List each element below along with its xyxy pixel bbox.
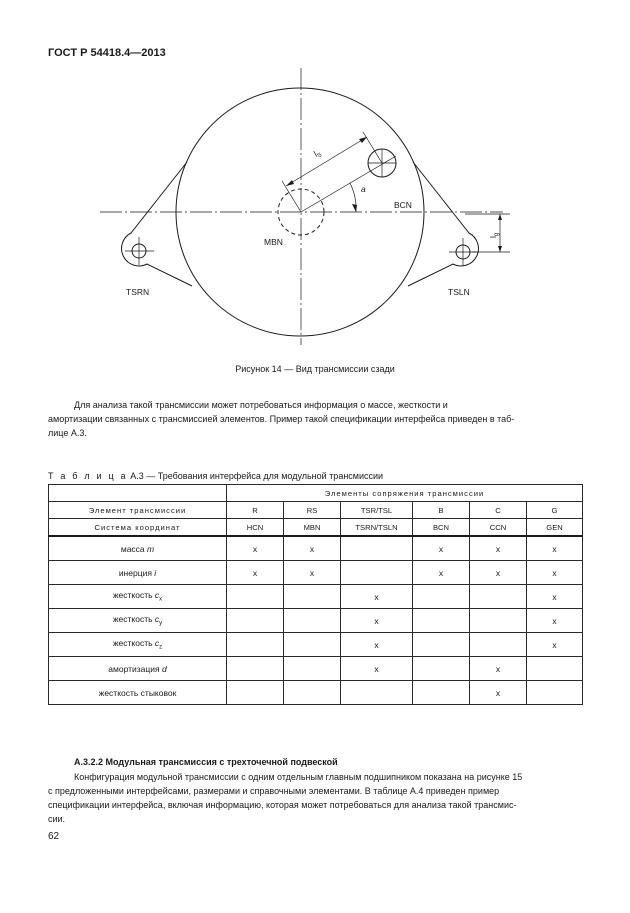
- paragraph-line: Конфигурация модульной трансмиссии с одним отдельным главным подшипником показана на рисунке 15: [74, 772, 523, 782]
- element-cell: R: [227, 502, 284, 519]
- row-label-text: инерция: [118, 567, 155, 578]
- element-cell: C: [470, 502, 527, 519]
- mark-cell: x: [413, 561, 470, 585]
- row-label-cell: [49, 633, 227, 657]
- element-cell: G: [527, 502, 583, 519]
- table-row: [49, 585, 583, 609]
- row-label-text: масса: [120, 543, 148, 554]
- row-label-text: жесткость стыковок: [98, 687, 177, 698]
- coord-cell: TSRN/TSLN: [341, 519, 413, 537]
- mark-cell: x: [527, 561, 583, 585]
- element-label-cell: Элемент трансмиссии: [49, 502, 227, 519]
- svg-text:lS: [312, 147, 323, 160]
- row-label-cell: [49, 681, 227, 705]
- table-group-header-row: [49, 485, 583, 502]
- mark-cell: [227, 657, 284, 681]
- mark-cell: x: [341, 633, 413, 657]
- coord-cell: HCN: [227, 519, 284, 537]
- mark-cell: [284, 633, 341, 657]
- mark-cell: [227, 585, 284, 609]
- right-mount-lug: [408, 162, 478, 286]
- mark-cell: x: [470, 657, 527, 681]
- mark-cell: [470, 609, 527, 633]
- mark-cell: [341, 681, 413, 705]
- row-symbol: i: [154, 567, 157, 578]
- mark-cell: [227, 681, 284, 705]
- bcn-label: BCN: [394, 200, 412, 210]
- mark-cell: x: [227, 536, 284, 561]
- mark-cell: x: [284, 561, 341, 585]
- transmission-rear-view-diagram: [0, 0, 630, 360]
- row-symbol: c: [154, 638, 160, 649]
- table-caption-prefix: Т а б л и ц а: [48, 471, 128, 481]
- row-symbol: m: [147, 543, 155, 554]
- coord-cell: MBN: [284, 519, 341, 537]
- tsrn-label: TSRN: [126, 287, 150, 297]
- mark-cell: [470, 585, 527, 609]
- group-header-cell: Элементы сопряжения трансмиссии: [227, 485, 583, 502]
- mark-cell: [341, 536, 413, 561]
- table-row: [49, 609, 583, 633]
- row-label-cell: [49, 585, 227, 609]
- mark-cell: x: [470, 536, 527, 561]
- mark-cell: x: [527, 609, 583, 633]
- mark-cell: x: [227, 561, 284, 585]
- mark-cell: [284, 681, 341, 705]
- paragraph-section: [48, 770, 582, 826]
- page-number: 62: [48, 831, 60, 842]
- svg-text:lg: [488, 233, 500, 238]
- mark-cell: [413, 657, 470, 681]
- mark-cell: [413, 585, 470, 609]
- document-header: ГОСТ Р 54418.4—2013: [48, 47, 166, 59]
- row-label-cell: [49, 609, 227, 633]
- ls-label: l: [312, 149, 319, 159]
- row-symbol: d: [161, 663, 167, 674]
- table-caption: [48, 471, 383, 481]
- ls-sub-label: S: [316, 152, 324, 160]
- mark-cell: x: [527, 585, 583, 609]
- row-label-cell: [49, 536, 227, 561]
- table-row: [49, 657, 583, 681]
- angle-label: a: [361, 184, 366, 194]
- mark-cell: x: [341, 657, 413, 681]
- mark-cell: x: [284, 536, 341, 561]
- mark-cell: [341, 561, 413, 585]
- paragraph-line: Для анализа такой трансмиссии может потребоваться информация о массе, жесткости и: [74, 400, 448, 410]
- row-symbol-subscript: x: [159, 596, 163, 603]
- mark-cell: [284, 657, 341, 681]
- mark-cell: x: [341, 609, 413, 633]
- paragraph-line: с предложенными интерфейсами, размерами и справочными элементами. В таблице А.4 приведен пример: [48, 786, 500, 796]
- table-caption-text: А.3 — Требования интерфейса для модульной трансмиссии: [130, 471, 384, 481]
- mark-cell: [413, 609, 470, 633]
- figure-caption: Рисунок 14 — Вид трансмиссии сзади: [235, 364, 395, 374]
- table-row: [49, 536, 583, 561]
- mark-cell: [527, 657, 583, 681]
- tsln-label: TSLN: [448, 287, 470, 297]
- coord-label-cell: Система координат: [49, 519, 227, 537]
- row-label-cell: [49, 657, 227, 681]
- paragraph-line: лице А.3.: [48, 428, 87, 438]
- coord-cell: CCN: [470, 519, 527, 537]
- row-symbol-subscript: z: [159, 644, 163, 651]
- left-mount-lug: [122, 162, 192, 286]
- coord-cell: GEN: [527, 519, 583, 537]
- element-cell: RS: [284, 502, 341, 519]
- row-symbol: c: [154, 614, 160, 625]
- mark-cell: [227, 609, 284, 633]
- row-label-text: жесткость: [112, 614, 155, 625]
- table-coord-row: [49, 519, 583, 537]
- row-label-cell: [49, 561, 227, 585]
- mark-cell: [413, 633, 470, 657]
- element-cell: B: [413, 502, 470, 519]
- mbn-label: MBN: [264, 237, 283, 247]
- paragraph-analysis: [48, 398, 582, 440]
- mark-cell: x: [413, 536, 470, 561]
- row-symbol-subscript: y: [159, 620, 163, 627]
- paragraph-line: сии.: [48, 814, 66, 824]
- mark-cell: x: [341, 585, 413, 609]
- mark-cell: x: [527, 536, 583, 561]
- mark-cell: x: [470, 681, 527, 705]
- table-row: [49, 633, 583, 657]
- row-label-text: жесткость: [112, 638, 155, 649]
- mark-cell: x: [527, 633, 583, 657]
- section-heading: А.3.2.2 Модульная трансмиссия с трехточечной подвеской: [74, 757, 338, 767]
- coord-cell: BCN: [413, 519, 470, 537]
- paragraph-line: амортизации связанных с трансмиссией элементов. Пример такой спецификации интерфейса приведен в таб-: [48, 414, 515, 424]
- table-row: [49, 561, 583, 585]
- lg-sub-label: g: [494, 232, 500, 237]
- row-label-text: жесткость: [112, 590, 155, 601]
- lg-label: l: [488, 236, 498, 238]
- table-element-row: [49, 502, 583, 519]
- mark-cell: [413, 681, 470, 705]
- interface-requirements-table: [48, 484, 583, 705]
- row-symbol: c: [154, 590, 160, 601]
- paragraph-line: спецификации интерфейса, включая информацию, которая может потребоваться для анализа такой трансмис-: [48, 800, 517, 810]
- mark-cell: [527, 681, 583, 705]
- mark-cell: x: [470, 561, 527, 585]
- element-cell: TSR/TSL: [341, 502, 413, 519]
- table-row: [49, 681, 583, 705]
- mark-cell: [227, 633, 284, 657]
- mark-cell: [284, 609, 341, 633]
- mark-cell: [470, 633, 527, 657]
- mark-cell: [284, 585, 341, 609]
- row-label-text: амортизация: [108, 663, 162, 674]
